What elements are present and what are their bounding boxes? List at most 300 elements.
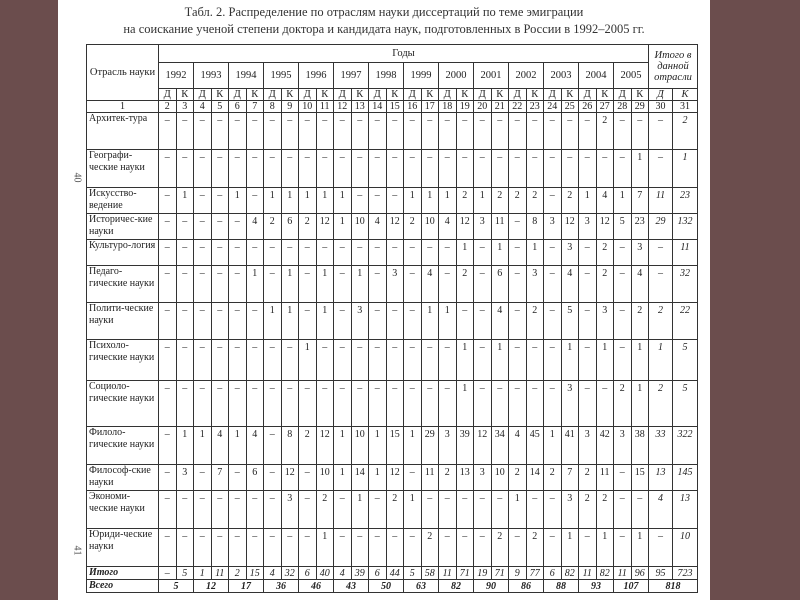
data-cell: 23: [631, 214, 649, 240]
data-cell: –: [509, 381, 527, 427]
column-number: 26: [579, 101, 597, 113]
total-candidate-header: К: [673, 89, 698, 101]
itogo-cell: 4: [334, 567, 352, 580]
data-cell: 3: [614, 427, 632, 465]
vsego-cell: 46: [299, 580, 334, 593]
data-cell: 42: [596, 427, 614, 465]
data-cell: –: [176, 340, 194, 381]
column-number: 8: [264, 101, 282, 113]
data-cell: 3: [631, 240, 649, 266]
data-cell: –: [351, 150, 369, 188]
data-cell: –: [614, 491, 632, 529]
doctor-header: Д: [264, 89, 282, 101]
data-cell: 1: [299, 340, 317, 381]
data-cell: –: [194, 214, 212, 240]
table-row: [87, 491, 698, 529]
data-cell: –: [299, 491, 317, 529]
data-cell: 3: [474, 465, 492, 491]
years-header: Годы: [159, 45, 649, 63]
data-cell: –: [246, 491, 264, 529]
candidate-header: К: [281, 89, 299, 101]
data-cell: 10: [491, 465, 509, 491]
data-cell: –: [509, 303, 527, 340]
candidate-header: К: [491, 89, 509, 101]
itogo-cell: 71: [456, 567, 474, 580]
table-row: [87, 427, 698, 465]
data-cell: 1: [631, 340, 649, 381]
data-cell: –: [404, 266, 422, 303]
itogo-cell: 1: [194, 567, 212, 580]
year-header: 1997: [334, 63, 369, 89]
table-row: [87, 240, 698, 266]
data-cell: –: [579, 529, 597, 567]
header-row-dk: [87, 89, 698, 101]
data-cell: 1: [544, 427, 562, 465]
column-number: 1: [87, 101, 159, 113]
data-cell: –: [246, 529, 264, 567]
data-cell: 14: [526, 465, 544, 491]
year-header: 2004: [579, 63, 614, 89]
data-cell: –: [439, 113, 457, 150]
branch-name: Психоло-гические науки: [87, 340, 159, 381]
data-cell: 2: [316, 491, 334, 529]
data-cell: –: [509, 214, 527, 240]
data-cell: –: [544, 381, 562, 427]
data-cell: –: [299, 465, 317, 491]
data-cell: –: [439, 529, 457, 567]
data-cell: –: [579, 113, 597, 150]
data-cell: 1: [561, 340, 579, 381]
page-number: 41: [71, 545, 83, 556]
data-cell: 1: [439, 188, 457, 214]
data-cell: 11: [421, 465, 439, 491]
data-cell: –: [474, 150, 492, 188]
data-cell: –: [544, 113, 562, 150]
column-number: 25: [561, 101, 579, 113]
table-row: [87, 266, 698, 303]
data-cell: –: [614, 465, 632, 491]
data-cell: –: [176, 491, 194, 529]
column-number: 10: [299, 101, 317, 113]
data-cell: –: [334, 240, 352, 266]
year-header: 2002: [509, 63, 544, 89]
column-number: 28: [614, 101, 632, 113]
total-header: Итого в данной отрасли: [649, 45, 698, 89]
data-cell: 14: [351, 465, 369, 491]
itogo-cell: 5: [404, 567, 422, 580]
year-header: 1996: [299, 63, 334, 89]
data-cell: –: [351, 340, 369, 381]
data-cell: –: [229, 214, 247, 240]
data-cell: –: [404, 303, 422, 340]
data-cell: –: [299, 381, 317, 427]
row-total-cell: 5: [673, 340, 698, 381]
data-cell: –: [386, 340, 404, 381]
data-cell: –: [299, 113, 317, 150]
column-number: 23: [526, 101, 544, 113]
data-cell: –: [159, 214, 177, 240]
data-cell: –: [211, 188, 229, 214]
data-cell: 2: [456, 266, 474, 303]
row-total-cell: 13: [673, 491, 698, 529]
branch-header: Отрасль науки: [87, 45, 159, 101]
data-cell: –: [299, 150, 317, 188]
column-number: 3: [176, 101, 194, 113]
vsego-cell: 90: [474, 580, 509, 593]
data-cell: 12: [561, 214, 579, 240]
data-cell: 1: [596, 340, 614, 381]
year-header: 2003: [544, 63, 579, 89]
candidate-header: К: [421, 89, 439, 101]
data-cell: –: [439, 381, 457, 427]
data-cell: –: [439, 240, 457, 266]
data-cell: –: [386, 188, 404, 214]
data-cell: –: [596, 150, 614, 188]
vsego-cell: 88: [544, 580, 579, 593]
data-cell: –: [369, 113, 387, 150]
branch-name: Педаго-гические науки: [87, 266, 159, 303]
data-cell: 1: [369, 427, 387, 465]
data-cell: 1: [509, 491, 527, 529]
data-cell: –: [614, 303, 632, 340]
vsego-label: Всего: [87, 580, 159, 593]
caption-line-2: на соискание ученой степени доктора и кандидата наук, подготовленных в России в 1992–2005 гг.: [123, 22, 645, 36]
row-total-cell: 13: [649, 465, 673, 491]
data-cell: 12: [281, 465, 299, 491]
data-cell: 1: [404, 188, 422, 214]
itogo-cell: 15: [246, 567, 264, 580]
data-cell: –: [194, 240, 212, 266]
row-total-cell: –: [649, 529, 673, 567]
data-cell: 13: [456, 465, 474, 491]
year-header: 1998: [369, 63, 404, 89]
data-cell: –: [596, 381, 614, 427]
data-cell: –: [159, 465, 177, 491]
year-header: 2001: [474, 63, 509, 89]
data-cell: –: [474, 381, 492, 427]
data-cell: 2: [544, 465, 562, 491]
column-number: 17: [421, 101, 439, 113]
column-number: 7: [246, 101, 264, 113]
data-cell: 2: [421, 529, 439, 567]
total-doctor-header: Д: [649, 89, 673, 101]
data-cell: 4: [421, 266, 439, 303]
data-cell: –: [474, 113, 492, 150]
candidate-header: К: [456, 89, 474, 101]
doctor-header: Д: [474, 89, 492, 101]
itogo-cell: 9: [509, 567, 527, 580]
data-cell: –: [176, 381, 194, 427]
data-cell: –: [579, 340, 597, 381]
data-cell: 7: [561, 465, 579, 491]
row-total-cell: 23: [673, 188, 698, 214]
data-cell: 4: [491, 303, 509, 340]
data-cell: –: [386, 150, 404, 188]
data-cell: –: [264, 465, 282, 491]
table-row: [87, 113, 698, 150]
doctor-header: Д: [614, 89, 632, 101]
column-number: 30: [649, 101, 673, 113]
row-total-cell: 29: [649, 214, 673, 240]
itogo-cell: 82: [596, 567, 614, 580]
data-cell: 1: [246, 266, 264, 303]
column-number: 6: [229, 101, 247, 113]
column-number: 2: [159, 101, 177, 113]
itogo-label: Итого: [87, 567, 159, 580]
vsego-cell: 107: [614, 580, 649, 593]
row-total-cell: 2: [649, 381, 673, 427]
data-cell: –: [491, 150, 509, 188]
itogo-cell: 11: [211, 567, 229, 580]
data-cell: –: [509, 266, 527, 303]
data-cell: 1: [334, 427, 352, 465]
itogo-cell: 11: [579, 567, 597, 580]
data-cell: –: [316, 150, 334, 188]
doctor-header: Д: [544, 89, 562, 101]
column-number: 5: [211, 101, 229, 113]
data-cell: 38: [631, 427, 649, 465]
data-cell: 1: [316, 188, 334, 214]
data-cell: 2: [509, 465, 527, 491]
itogo-cell: 82: [561, 567, 579, 580]
data-cell: 2: [596, 240, 614, 266]
year-header: 1992: [159, 63, 194, 89]
data-cell: –: [159, 266, 177, 303]
data-cell: –: [229, 529, 247, 567]
data-cell: –: [474, 303, 492, 340]
data-cell: –: [159, 381, 177, 427]
year-header: 2005: [614, 63, 649, 89]
vsego-cell: 17: [229, 580, 264, 593]
data-cell: –: [281, 381, 299, 427]
data-cell: –: [579, 266, 597, 303]
data-cell: 2: [596, 266, 614, 303]
data-cell: 10: [351, 427, 369, 465]
data-cell: –: [509, 340, 527, 381]
doctor-header: Д: [299, 89, 317, 101]
data-cell: 6: [281, 214, 299, 240]
data-cell: –: [614, 240, 632, 266]
data-cell: 1: [456, 240, 474, 266]
data-cell: 34: [491, 427, 509, 465]
itogo-cell: 58: [421, 567, 439, 580]
data-cell: 2: [526, 303, 544, 340]
data-cell: –: [404, 465, 422, 491]
data-cell: –: [439, 491, 457, 529]
data-cell: 1: [229, 188, 247, 214]
data-cell: –: [176, 240, 194, 266]
data-cell: –: [421, 113, 439, 150]
data-cell: –: [176, 214, 194, 240]
data-cell: 10: [421, 214, 439, 240]
data-cell: 4: [561, 266, 579, 303]
itogo-cell: 11: [439, 567, 457, 580]
data-cell: –: [614, 340, 632, 381]
data-cell: 10: [351, 214, 369, 240]
data-cell: –: [264, 491, 282, 529]
data-cell: 2: [439, 465, 457, 491]
data-cell: 1: [369, 465, 387, 491]
data-cell: –: [211, 240, 229, 266]
data-cell: –: [544, 491, 562, 529]
itogo-cell: 19: [474, 567, 492, 580]
data-cell: –: [509, 529, 527, 567]
data-cell: 2: [614, 381, 632, 427]
data-cell: –: [421, 491, 439, 529]
data-cell: 1: [456, 381, 474, 427]
data-cell: –: [509, 240, 527, 266]
data-cell: –: [509, 150, 527, 188]
data-cell: –: [369, 188, 387, 214]
data-cell: –: [299, 240, 317, 266]
vsego-cell: 63: [404, 580, 439, 593]
data-cell: –: [509, 113, 527, 150]
data-cell: 1: [299, 188, 317, 214]
data-cell: 2: [596, 491, 614, 529]
data-cell: –: [386, 240, 404, 266]
data-cell: 2: [404, 214, 422, 240]
data-cell: –: [176, 266, 194, 303]
data-cell: –: [176, 113, 194, 150]
data-cell: –: [159, 340, 177, 381]
row-total-cell: 32: [673, 266, 698, 303]
candidate-header: К: [561, 89, 579, 101]
data-cell: –: [421, 340, 439, 381]
itogo-cell: 6: [369, 567, 387, 580]
data-cell: –: [229, 340, 247, 381]
data-cell: 3: [579, 214, 597, 240]
itogo-cell: 11: [614, 567, 632, 580]
data-cell: –: [544, 266, 562, 303]
itogo-cell: 4: [264, 567, 282, 580]
data-cell: –: [246, 340, 264, 381]
data-cell: 12: [596, 214, 614, 240]
data-cell: –: [369, 529, 387, 567]
doctor-header: Д: [334, 89, 352, 101]
itogo-cell: 39: [351, 567, 369, 580]
data-cell: –: [176, 150, 194, 188]
data-cell: –: [229, 240, 247, 266]
data-cell: 1: [421, 303, 439, 340]
data-cell: –: [474, 491, 492, 529]
data-cell: –: [579, 150, 597, 188]
data-cell: –: [159, 150, 177, 188]
data-cell: –: [386, 303, 404, 340]
data-cell: –: [526, 113, 544, 150]
data-cell: –: [526, 381, 544, 427]
data-cell: 4: [369, 214, 387, 240]
data-cell: 1: [176, 188, 194, 214]
data-cell: –: [229, 266, 247, 303]
data-cell: –: [194, 113, 212, 150]
row-total-cell: 11: [649, 188, 673, 214]
data-cell: –: [526, 491, 544, 529]
data-cell: 45: [526, 427, 544, 465]
data-cell: 41: [561, 427, 579, 465]
vsego-cell: 12: [194, 580, 229, 593]
branch-name: Историчес-кие науки: [87, 214, 159, 240]
data-cell: 3: [561, 240, 579, 266]
branch-name: Полити-ческие науки: [87, 303, 159, 340]
data-cell: –: [421, 240, 439, 266]
data-cell: –: [631, 113, 649, 150]
data-cell: 1: [596, 529, 614, 567]
data-cell: 1: [456, 340, 474, 381]
data-cell: –: [159, 188, 177, 214]
table-row: [87, 381, 698, 427]
column-number: 21: [491, 101, 509, 113]
data-cell: 1: [281, 266, 299, 303]
data-cell: 29: [421, 427, 439, 465]
itogo-cell: 6: [299, 567, 317, 580]
data-cell: –: [614, 113, 632, 150]
branch-name: Философ-ские науки: [87, 465, 159, 491]
table-row: [87, 150, 698, 188]
data-cell: 2: [579, 491, 597, 529]
table-row: [87, 188, 698, 214]
data-cell: 1: [561, 529, 579, 567]
candidate-header: К: [246, 89, 264, 101]
data-cell: –: [351, 188, 369, 214]
data-cell: –: [194, 381, 212, 427]
data-cell: –: [299, 303, 317, 340]
branch-name: Архитек-тура: [87, 113, 159, 150]
data-cell: –: [614, 266, 632, 303]
data-cell: 3: [386, 266, 404, 303]
row-total-cell: 2: [673, 113, 698, 150]
data-cell: –: [264, 266, 282, 303]
vsego-cell: 86: [509, 580, 544, 593]
data-cell: 1: [281, 188, 299, 214]
row-total-cell: 132: [673, 214, 698, 240]
data-cell: 3: [526, 266, 544, 303]
data-cell: –: [229, 303, 247, 340]
data-cell: 3: [474, 214, 492, 240]
branch-name: Экономи-ческие науки: [87, 491, 159, 529]
data-cell: –: [491, 113, 509, 150]
data-cell: 10: [316, 465, 334, 491]
data-cell: 4: [246, 214, 264, 240]
vsego-cell: 5: [159, 580, 194, 593]
data-cell: 2: [526, 188, 544, 214]
row-total-cell: 322: [673, 427, 698, 465]
column-number: 9: [281, 101, 299, 113]
data-cell: –: [404, 240, 422, 266]
data-cell: –: [159, 303, 177, 340]
data-cell: 1: [334, 188, 352, 214]
data-cell: –: [281, 240, 299, 266]
branch-name: Филоло-гические науки: [87, 427, 159, 465]
branch-name: Искусство-ведение: [87, 188, 159, 214]
header-row-years-label: [87, 45, 698, 63]
data-cell: –: [159, 529, 177, 567]
data-cell: –: [351, 529, 369, 567]
table-row: [87, 529, 698, 567]
data-cell: –: [386, 529, 404, 567]
data-cell: –: [526, 150, 544, 188]
candidate-header: К: [211, 89, 229, 101]
row-total-cell: –: [649, 240, 673, 266]
data-cell: –: [579, 240, 597, 266]
data-cell: 3: [579, 427, 597, 465]
table-caption: [58, 4, 710, 38]
caption-line-1: Табл. 2. Распределение по отраслям науки диссертаций по теме эмиграции: [184, 5, 584, 19]
data-cell: 1: [526, 240, 544, 266]
year-header: 1999: [404, 63, 439, 89]
data-cell: –: [404, 340, 422, 381]
data-cell: –: [614, 529, 632, 567]
data-cell: 1: [474, 188, 492, 214]
